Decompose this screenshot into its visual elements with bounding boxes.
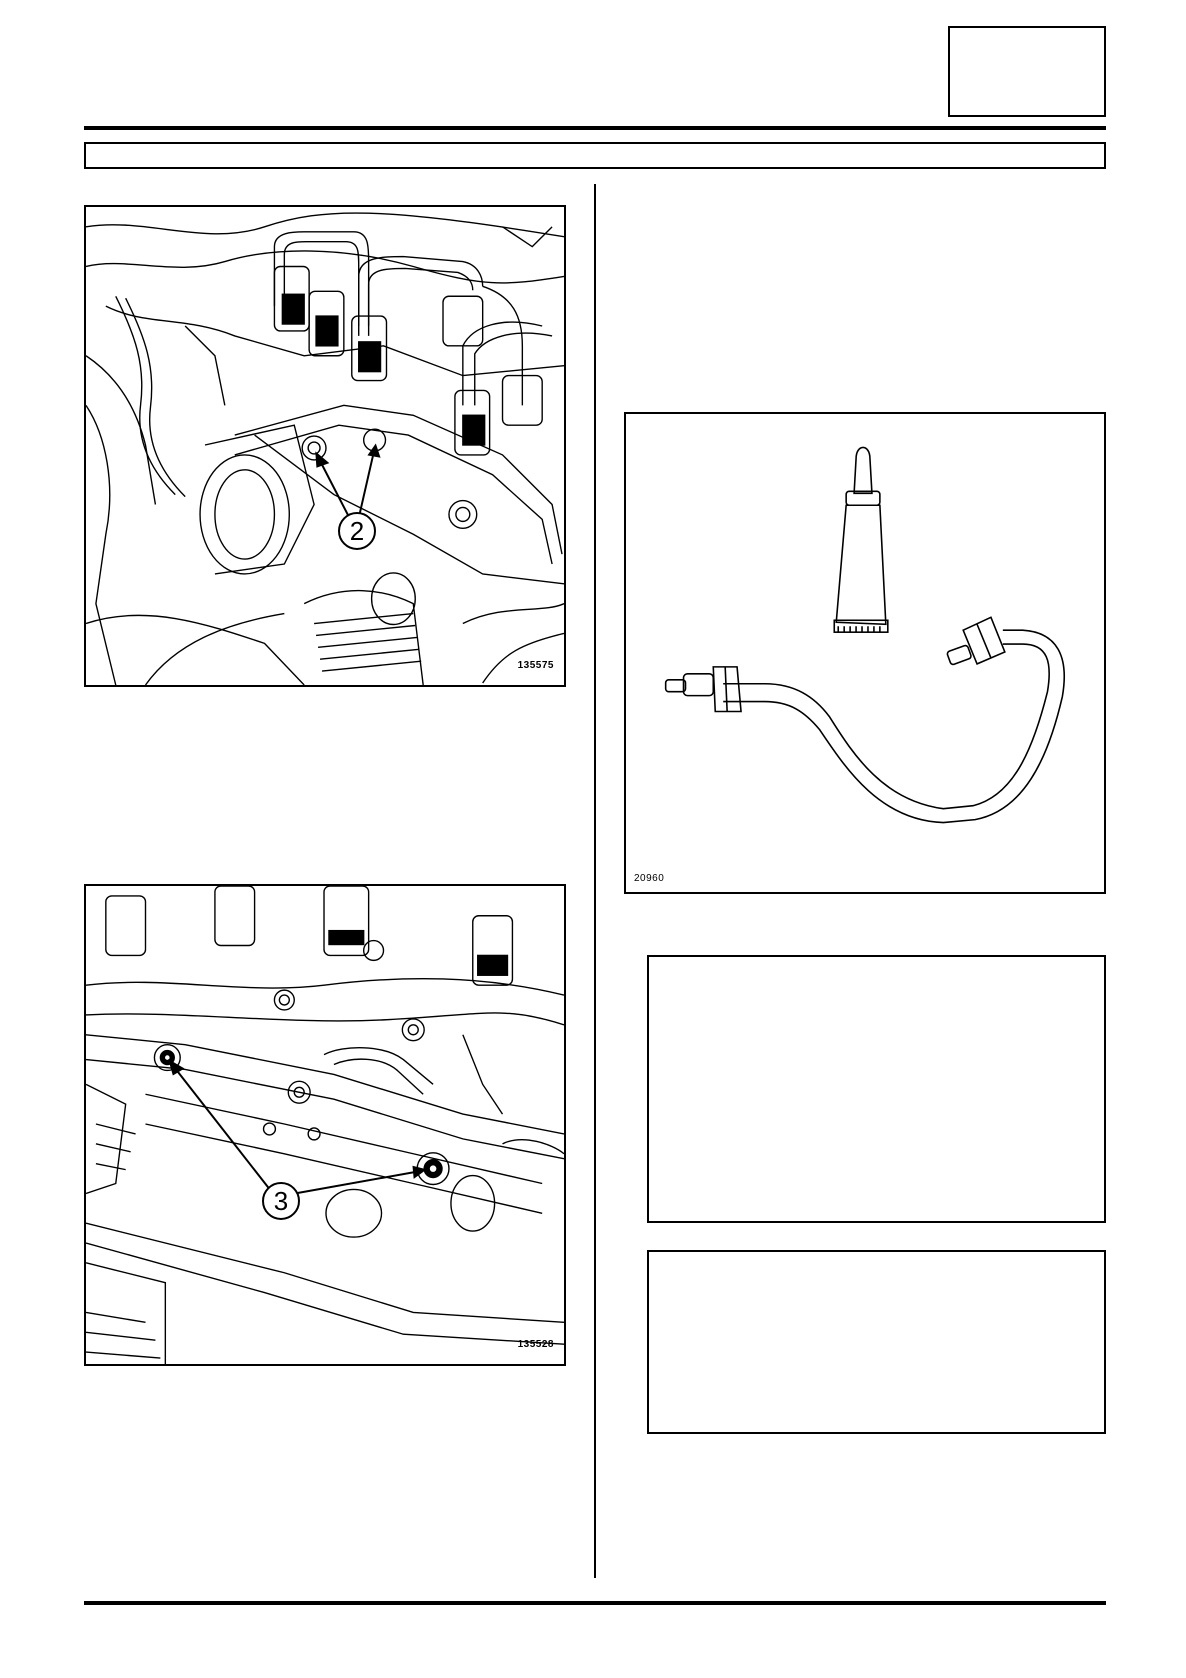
page-section-box <box>948 26 1106 117</box>
callout-3: 3 <box>262 1182 300 1220</box>
note-box <box>647 1250 1106 1434</box>
figure-ref-number: 135528 <box>517 1339 554 1350</box>
bottom-rule <box>84 1601 1106 1605</box>
figure-injector-rail <box>84 205 566 687</box>
figure-engine-bolts <box>84 884 566 1366</box>
title-bar <box>84 142 1106 169</box>
column-divider <box>594 184 596 1578</box>
figure-ref-number: 135575 <box>517 660 554 671</box>
note-box <box>647 955 1106 1223</box>
engine-injector-rail-icon <box>86 207 564 685</box>
figure-sealant-and-pipe <box>624 412 1106 894</box>
figure-ref-number: 20960 <box>634 873 665 884</box>
top-rule <box>84 126 1106 130</box>
callout-2: 2 <box>338 512 376 550</box>
sealant-tube-and-fuel-pipe-icon <box>626 414 1104 892</box>
engine-block-bolts-icon <box>86 886 564 1364</box>
